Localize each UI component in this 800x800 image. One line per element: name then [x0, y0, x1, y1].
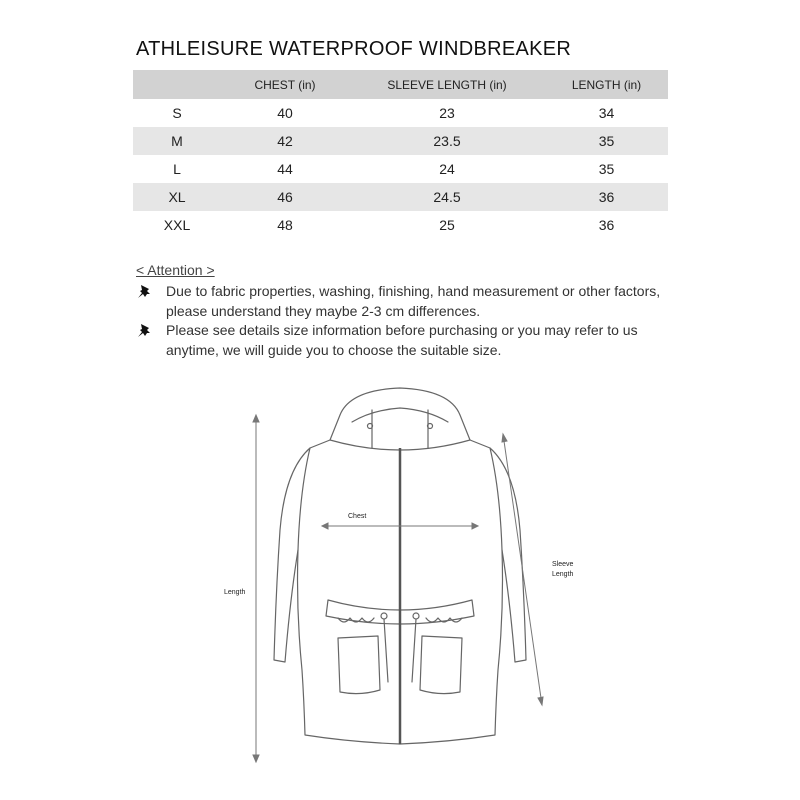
sleeve-label-line2: Length	[552, 571, 574, 578]
size-cell: S	[172, 105, 182, 121]
chest-cell: 40	[277, 105, 293, 121]
chest-cell: 42	[221, 127, 349, 155]
attention-note-text: Due to fabric properties, washing, finishing, hand measurement or other factors, please understand they maybe 2-3 cm differences.	[166, 283, 661, 319]
length-label: Length	[224, 589, 246, 596]
attention-heading: < Attention >	[136, 262, 215, 278]
pushpin-icon	[136, 283, 154, 301]
length-cell: 35	[598, 161, 615, 177]
table-row	[133, 155, 668, 183]
table-header-row	[133, 70, 668, 99]
header-length: LENGTH (in)	[545, 70, 668, 99]
table-row	[133, 99, 668, 127]
jacket-measurement-diagram	[0, 370, 800, 800]
size-cell: XXL	[163, 217, 191, 233]
page-title: ATHLEISURE WATERPROOF WINDBREAKER	[136, 38, 572, 60]
header-size	[133, 70, 221, 99]
sleeve-cell: 23	[439, 105, 455, 121]
table-row	[133, 211, 668, 239]
length-cell: 34	[598, 105, 615, 121]
sleeve-cell: 24.5	[349, 183, 545, 211]
chest-label: Chest	[348, 513, 367, 520]
table-row	[133, 183, 668, 211]
chest-cell: 48	[277, 217, 293, 233]
table-row	[133, 127, 668, 155]
chest-cell: 46	[221, 183, 349, 211]
sleeve-label-line1: Sleeve	[552, 561, 574, 568]
sleeve-cell: 24	[439, 161, 455, 177]
length-measure	[253, 415, 259, 762]
sleeve-cell: 25	[439, 217, 455, 233]
header-sleeve-length: SLEEVE LENGTH (in)	[349, 70, 545, 99]
chest-cell: 44	[277, 161, 293, 177]
length-cell: 36	[545, 183, 668, 211]
header-chest: CHEST (in)	[221, 70, 349, 99]
size-cell: XL	[133, 183, 221, 211]
sleeve-cell: 23.5	[349, 127, 545, 155]
attention-note-text: Please see details size information before purchasing or you may refer to us anytime, we will guide you to choose the suitable size.	[166, 322, 638, 358]
length-cell: 36	[598, 217, 615, 233]
length-cell: 35	[545, 127, 668, 155]
size-cell: L	[173, 161, 181, 177]
pushpin-icon	[136, 322, 154, 340]
size-cell: M	[133, 127, 221, 155]
size-chart-table	[133, 70, 668, 239]
